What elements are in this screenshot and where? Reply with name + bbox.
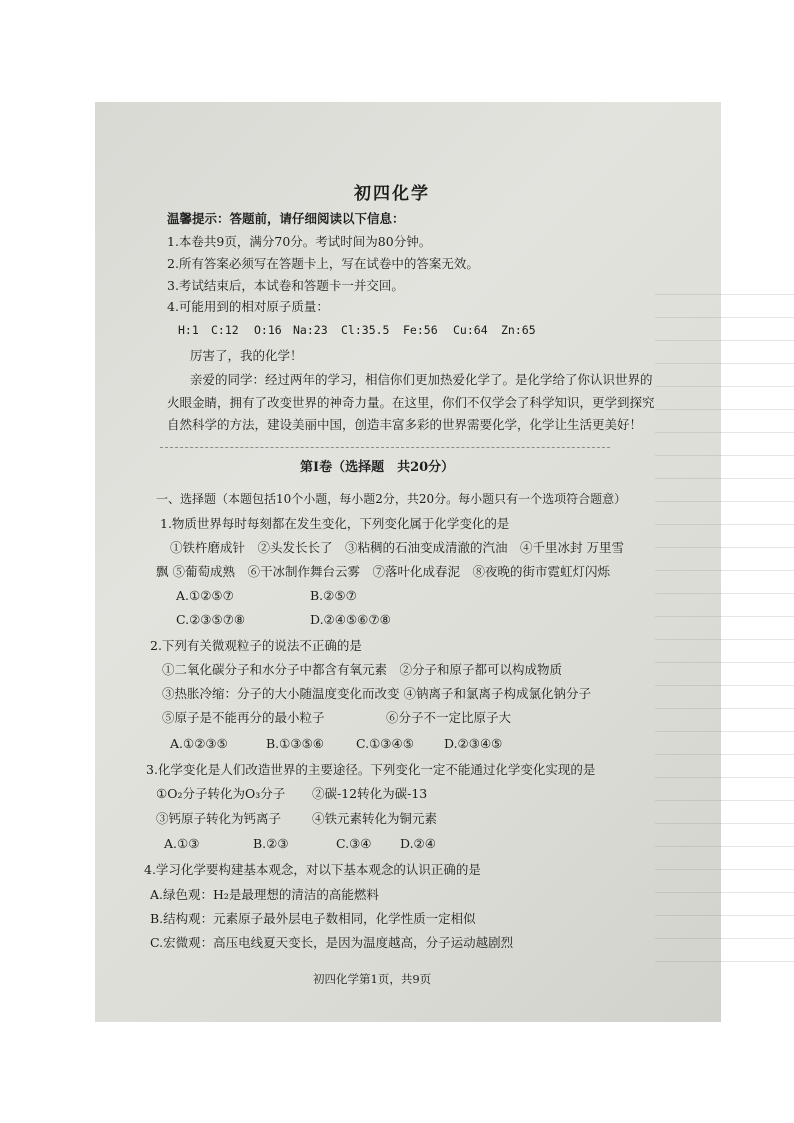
option-a: A.①②③⑤ (170, 736, 228, 751)
atomic-mass: Na:23 (293, 323, 328, 337)
question-line: ④铁元素转化为铜元素 (312, 811, 438, 826)
question-line: ③钙原子转化为钙离子 (156, 811, 282, 826)
intro-line: 自然科学的方法，建设美丽中国，创造丰富多彩的世界需要化学，化学让生活更美好！ (167, 417, 643, 432)
option-c: C.②③⑤⑦⑧ (176, 612, 246, 627)
notice-item: 1.本卷共9页，满分70分。考试时间为80分钟。 (167, 234, 432, 249)
question-line: ⑥分子不一定比原子大 (386, 710, 512, 725)
option-a: A.绿色观：H₂是最理想的清洁的高能燃料 (150, 887, 379, 902)
notice-label: 温馨提示：答题前，请仔细阅读以下信息： (167, 211, 405, 226)
atomic-mass: Cu:64 (453, 323, 488, 337)
notice-item: 4.可能用到的相对原子质量： (167, 299, 329, 314)
option-c: C.宏微观：高压电线夏天变长，是因为温度越高，分子运动越剧烈 (150, 935, 514, 950)
section-instruction: 一、选择题（本题包括10个小题，每小题2分，共20分。每小题只有一个选项符合题意） (156, 492, 627, 506)
question-stem: 3.化学变化是人们改造世界的主要途径。下列变化一定不能通过化学变化实现的是 (146, 762, 596, 777)
question-line: 飘 ⑤葡萄成熟 ⑥干冰制作舞台云雾 ⑦落叶化成春泥 ⑧夜晚的街市霓虹灯闪烁 (156, 564, 610, 579)
question-line: ①O₂分子转化为O₃分子 (156, 786, 286, 801)
intro-heading: 厉害了，我的化学！ (190, 348, 303, 363)
question-line: ②碳-12转化为碳-13 (312, 786, 428, 801)
question-stem: 2.下列有关微观粒子的说法不正确的是 (150, 638, 362, 653)
question-line: ⑤原子是不能再分的最小粒子 (162, 710, 325, 725)
option-d: D.②④⑤⑥⑦⑧ (310, 612, 391, 627)
option-b: B.②③ (253, 836, 289, 851)
question-line: ①铁杵磨成针 ②头发长长了 ③粘稠的石油变成清澈的汽油 ④千里冰封 万里雪 (170, 540, 624, 555)
bleed-through-texture (655, 272, 794, 972)
atomic-mass: O:16 (254, 323, 282, 337)
question-stem: 4.学习化学要构建基本观念，对以下基本观念的认识正确的是 (144, 862, 481, 877)
atomic-mass: Fe:56 (403, 323, 438, 337)
option-c: C.①③④⑤ (356, 736, 414, 751)
option-c: C.③④ (336, 836, 372, 851)
atomic-mass: H:1 (178, 323, 199, 337)
question-stem: 1.物质世界每时每刻都在发生变化，下列变化属于化学变化的是 (160, 516, 510, 531)
section-title: 第Ⅰ卷（选择题 共20分） (300, 460, 455, 475)
atomic-mass: Zn:65 (501, 323, 536, 337)
option-d: D.②③④⑤ (444, 736, 503, 751)
page-footer: 初四化学第1页，共9页 (313, 972, 432, 986)
exam-title: 初四化学 (354, 184, 430, 204)
option-d: D.②④ (400, 836, 436, 851)
section-divider (160, 447, 610, 448)
option-a: A.①③ (164, 836, 200, 851)
atomic-mass: C:12 (211, 323, 239, 337)
option-b: B.②⑤⑦ (310, 588, 357, 603)
question-line: ①二氧化碳分子和水分子中都含有氧元素 ②分子和原子都可以构成物质 (162, 662, 563, 677)
notice-item: 3.考试结束后，本试卷和答题卡一并交回。 (167, 278, 404, 293)
question-line: ③热胀冷缩：分子的大小随温度变化而改变 ④钠离子和氯离子构成氯化钠分子 (162, 686, 591, 701)
option-b: B.①③⑤⑥ (266, 736, 324, 751)
atomic-mass: Cl:35.5 (341, 323, 390, 337)
intro-line: 亲爱的同学：经过两年的学习，相信你们更加热爱化学了。是化学给了你认识世界的 (190, 372, 653, 387)
notice-item: 2.所有答案必须写在答题卡上，写在试卷中的答案无效。 (167, 256, 479, 271)
intro-line: 火眼金睛，拥有了改变世界的神奇力量。在这里，你们不仅学会了科学知识，更学到探究 (167, 395, 655, 410)
option-b: B.结构观：元素原子最外层电子数相同，化学性质一定相似 (150, 911, 476, 926)
option-a: A.①②⑤⑦ (176, 588, 234, 603)
